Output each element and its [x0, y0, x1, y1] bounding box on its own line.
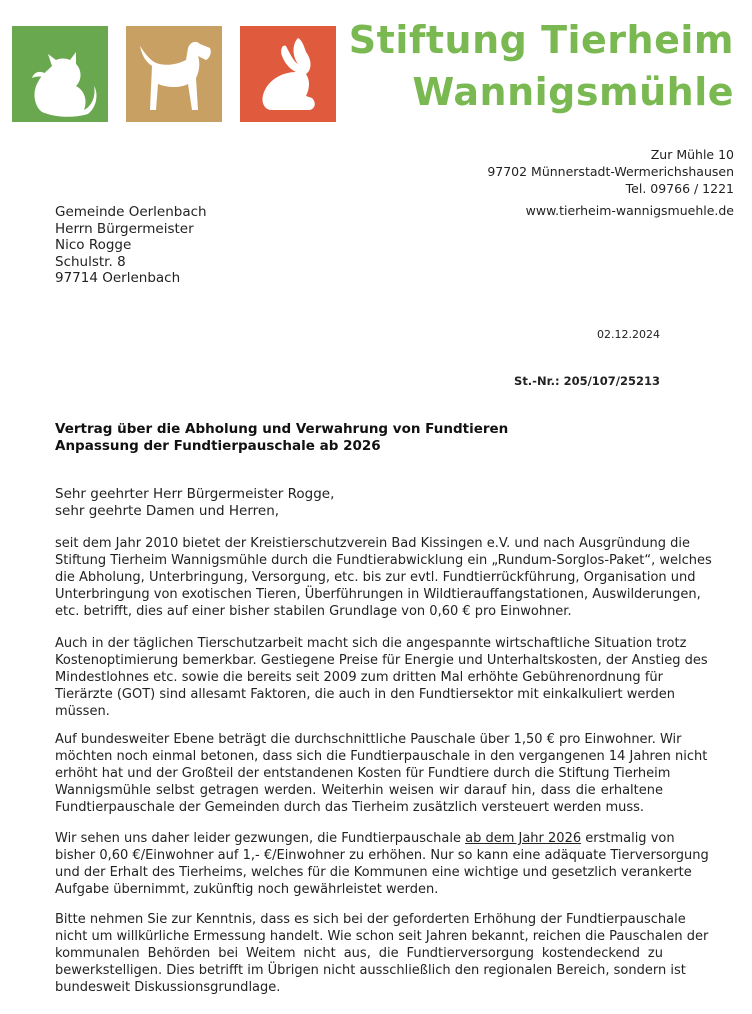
recipient-address	[55, 204, 207, 287]
paragraph-line: bewerkstelligen. Dies betrifft im Übrigen nicht ausschließlich den regionalen Bereich, sondern ist	[55, 963, 686, 978]
sender-street: Zur Mühle 10	[650, 147, 734, 162]
paragraph-line-mixed	[55, 830, 675, 847]
paragraph-line: etc. betrifft, dies auf einer bisher stabilen Grundlage von 0,60 € pro Einwohner.	[55, 604, 572, 619]
subject-line2: Anpassung der Fundtierpauschale ab 2026	[55, 438, 381, 454]
paragraph-line: Stiftung Tierheim Wannigsmühle durch die Fundtierabwicklung ein „Rundum-Sorglos-Paket“, welches	[55, 553, 712, 568]
paragraph-line: bundesweit Diskussionsgrundlage.	[55, 980, 281, 995]
paragraph-line: Tierärzte (GOT) sind allesamt Faktoren, die auch in den Fundtiersektor mit einkalkuliert werden	[55, 687, 675, 702]
paragraph-line: Mindestlohnes etc. sowie die bereits seit 2009 zum dritten Mal erhöhte Gebührenordnung für	[55, 670, 663, 685]
paragraph-3	[55, 731, 708, 816]
recipient-line: Nico Rogge	[55, 237, 132, 253]
letter-date: 02.12.2024	[597, 328, 660, 341]
sender-phone: Tel. 09766 / 1221	[625, 181, 734, 196]
paragraph-line: Fundtierpauschale der Gemeinden durch das Tierheim zusätzlich versteuert werden muss.	[55, 800, 645, 815]
paragraph-2	[55, 635, 708, 720]
paragraph-text: Wir sehen uns daher leider gezwungen, die Fundtierpauschale	[55, 831, 466, 846]
recipient-line: Schulstr. 8	[55, 253, 126, 270]
paragraph-line: bisher 0,60 €/Einwohner auf 1,- €/Einwohner zu erhöhen. Nur so kann eine adäquate Tierversorgung	[55, 848, 709, 863]
cat-icon	[12, 26, 108, 122]
subject-line1: Vertrag über die Abholung und Verwahrung von Fundtieren	[55, 421, 509, 437]
paragraph-4	[55, 830, 709, 898]
org-title-line2: Wannigsmühle	[412, 70, 734, 114]
paragraph-line: Bitte nehmen Sie zur Kenntnis, dass es sich bei der geforderten Erhöhung der Fundtierpauschale	[55, 912, 686, 927]
underlined-date-phrase: ab dem Jahr 2026	[465, 831, 582, 846]
tax-number: St.-Nr.: 205/107/25213	[514, 374, 660, 388]
paragraph-line: Auf bundesweiter Ebene beträgt die durchschnittliche Pauschale über 1,50 € pro Einwohner. Wir	[55, 732, 682, 747]
paragraph-line: nicht um willkürliche Ermessung handelt. Wie schon seit Jahren bekannt, reichen die Pauschalen der	[55, 929, 709, 944]
paragraph-5	[55, 911, 709, 996]
paragraph-line: die Abholung, Unterbringung, Versorgung, etc. bis zur evtl. Fundtierrückführung, Organisation und	[55, 570, 696, 585]
paragraph-line: und der Erhalt des Tierheims, welches für die Kommunen eine wichtige und gesetzlich verankerte	[55, 865, 692, 880]
logo-dog-box	[126, 26, 222, 122]
paragraph-line: möchten noch einmal betonen, dass sich die Fundtierpauschale in den vergangenen 14 Jahren nicht	[55, 749, 708, 764]
paragraph-line: müssen.	[55, 704, 110, 719]
recipient-line: Gemeinde Oerlenbach	[55, 204, 207, 220]
recipient-line: 97714 Oerlenbach	[55, 270, 181, 286]
sender-address	[487, 146, 734, 197]
logo-cat-box	[12, 26, 108, 122]
paragraph-line: seit dem Jahr 2010 bietet der Kreistierschutzverein Bad Kissingen e.V. und nach Ausgründung die	[55, 536, 690, 551]
paragraph-line: Kostenoptimierung bemerkbar. Gestiegene Preise für Energie und Unterhaltskosten, der Anstieg des	[55, 653, 708, 668]
paragraph-1	[55, 535, 712, 620]
paragraph-line: Unterbringung von exotischen Tieren, Überführungen in Wildtierauffangstationen, Auswilderungen,	[55, 587, 701, 602]
paragraph-line: Auch in der täglichen Tierschutzarbeit macht sich die angespannte wirtschaftliche Situation trotz	[55, 636, 687, 651]
paragraph-text: erstmalig von	[581, 831, 675, 846]
paragraph-line: Aufgabe übernimmt, zukünftig noch gewährleistet werden.	[55, 882, 439, 897]
salutation-line2: sehr geehrte Damen und Herren,	[55, 503, 280, 519]
org-title-line1: Stiftung Tierheim	[348, 18, 734, 62]
paragraph-line: Wannigsmühle selbst getragen werden. Weiterhin weisen wir darauf hin, dass die erhaltene	[55, 783, 663, 798]
recipient-line: Herrn Bürgermeister	[55, 220, 194, 237]
dog-icon	[126, 26, 222, 122]
sender-website: www.tierheim-wannigsmuehle.de	[525, 203, 734, 218]
paragraph-line: kommunalen Behörden bei Weitem nicht aus, die Fundtierversorgung kostendeckend zu	[55, 946, 663, 961]
sender-city: 97702 Münnerstadt-Wermerichshausen	[487, 164, 734, 179]
rabbit-icon	[240, 26, 336, 122]
paragraph-line: erhöht hat und der Großteil der entstandenen Kosten für Fundtiere durch die Stiftung Tierheim	[55, 766, 671, 781]
logo-rabbit-box	[240, 26, 336, 122]
salutation-line1: Sehr geehrter Herr Bürgermeister Rogge,	[55, 486, 335, 502]
